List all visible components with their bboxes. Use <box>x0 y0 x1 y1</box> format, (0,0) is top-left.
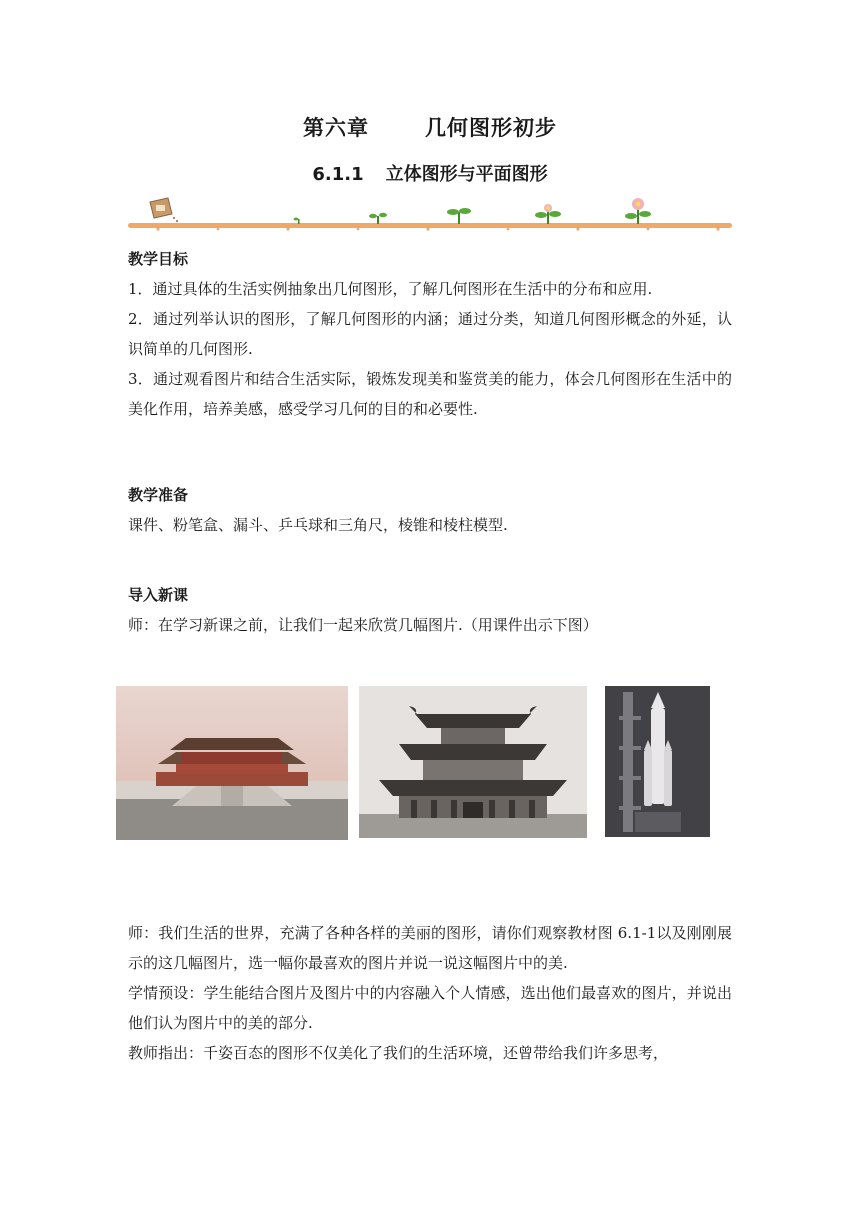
chapter-title <box>0 112 860 142</box>
discussion-paragraph-2: 学情预设：学生能结合图片及图片中的内容融入个人情感，选出他们最喜欢的图片，并说出他们认为图片中的美的部分. <box>128 984 732 1032</box>
preparation-section <box>128 480 732 540</box>
intro-section <box>128 580 732 640</box>
sprout-icon <box>369 213 387 224</box>
chapter-number: 第六章 <box>303 116 369 140</box>
sprout-icon <box>535 204 561 224</box>
preparation-heading: 教学准备 <box>128 486 189 504</box>
objective-item-2: 2．通过列举认识的图形，了解几何图形的内涵；通过分类，知道几何图形概念的外延，认识简单的几何图形. <box>128 310 732 358</box>
rocket-photo <box>605 686 710 837</box>
preparation-text: 课件、粉笔盒、漏斗、乒乓球和三角尺，棱锥和棱柱模型. <box>128 516 508 534</box>
sprout-icon <box>625 198 651 224</box>
section-number: 6.1.1 <box>312 164 364 185</box>
discussion-paragraph-1: 师：我们生活的世界，充满了各种各样的美丽的图形，请你们观察教材图 6.1-1以及刚刚展示的这几幅图片，选一幅你最喜欢的图片并说一说这幅图片中的美. <box>128 924 732 972</box>
discussion-section <box>128 918 732 1068</box>
decorative-sprout-divider <box>128 196 732 238</box>
chapter-name: 几何图形初步 <box>425 116 557 140</box>
section-title <box>0 160 860 186</box>
intro-heading: 导入新课 <box>128 586 189 604</box>
section-name: 立体图形与平面图形 <box>385 164 548 185</box>
objectives-section <box>128 244 732 424</box>
objective-item-1: 1．通过具体的生活实例抽象出几何图形，了解几何图形在生活中的分布和应用. <box>128 280 653 298</box>
photo-row <box>116 686 716 846</box>
objectives-heading: 教学目标 <box>128 250 189 268</box>
sprout-icon <box>447 208 471 224</box>
objective-item-3: 3．通过观看图片和结合生活实际，锻炼发现美和鉴赏美的能力，体会几何图形在生活中的美化作用，培养美感，感受学习几何的目的和必要性. <box>128 370 732 418</box>
tower-photo <box>359 686 587 838</box>
intro-text: 师：在学习新课之前，让我们一起来欣赏几幅图片.（用课件出示下图） <box>128 616 598 634</box>
palace-photo <box>116 686 348 840</box>
seed-bag-icon <box>150 198 178 222</box>
discussion-paragraph-3: 教师指出：千姿百态的图形不仅美化了我们的生活环境，还曾带给我们许多思考， <box>128 1044 669 1062</box>
